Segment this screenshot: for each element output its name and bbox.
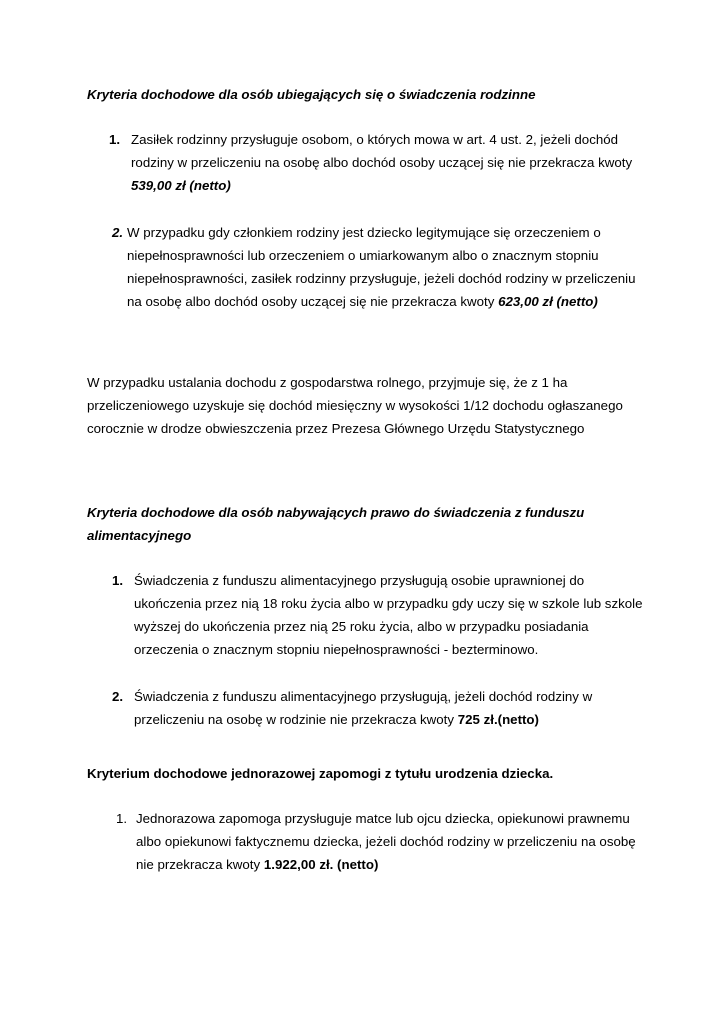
item-text: Jednorazowa zapomoga przysługuje matce lub ojcu dziecka, opiekunowi prawnemu albo opiekunowi faktycznemu dziecka, jeżeli dochód rodziny w przeliczeniu na osobę nie przekracza kwoty: [136, 811, 636, 872]
item-text: W przypadku gdy członkiem rodziny jest dziecko legitymujące się orzeczeniem o niepełnosprawności lub orzeczeniem o umiarkowanym albo o znacznym stopniu niepełnosprawności, zasiłek rodzinny przysługuje, jeżeli dochód rodziny w przeliczeniu na osobę albo dochód osoby uczącej się nie przekracza kwoty: [127, 225, 636, 309]
section-2-heading: Kryteria dochodowe dla osób nabywających prawo do świadczenia z funduszu alimentacyjnego: [87, 505, 585, 543]
list-number: 1.: [112, 573, 124, 588]
list-number: 2.: [112, 689, 124, 704]
list-item-text: [134, 685, 614, 731]
amount: 725 zł.(netto): [457, 712, 539, 727]
item-text: Świadczenia z funduszu alimentacyjnego przysługują, jeżeli dochód rodziny w przeliczeniu na osobę w rodzinie nie przekracza kwoty: [134, 689, 593, 727]
amount: 623,00 zł (netto): [498, 294, 598, 309]
section-3-heading: Kryterium dochodowe jednorazowej zapomogi z tytułu urodzenia dziecka.: [87, 766, 554, 781]
list-number: 1.: [116, 811, 128, 826]
amount: 1.922,00 zł. (netto): [263, 857, 379, 872]
list-number: 2.: [112, 225, 124, 240]
section-1-heading: Kryteria dochodowe dla osób ubiegających się o świadczenia rodzinne: [87, 87, 536, 102]
list-item-text: [136, 807, 652, 876]
list-number: 1.: [109, 132, 121, 147]
section-1-note: W przypadku ustalania dochodu z gospodarstwa rolnego, przyjmuje się, że z 1 ha przeliczeniowego uzyskuje się dochód miesięczny w wysokości 1/12 dochodu ogłaszanego corocznie w drodze obwieszczenia przez Prezesa Głównego Urzędu Statystycznego: [87, 375, 623, 436]
amount: 539,00 zł (netto): [131, 178, 231, 193]
list-item-text: [127, 221, 643, 313]
list-item-text: Świadczenia z funduszu alimentacyjnego przysługują osobie uprawnionej do ukończenia przez nią 18 roku życia albo w przypadku gdy uczy się w szkole lub szkole wyższej do ukończenia przez nią 25 roku życia, albo w przypadku posiadania orzeczenia o znacznym stopniu niepełnosprawności - bezterminowo.: [134, 573, 643, 657]
item-text: Zasiłek rodzinny przysługuje osobom, o których mowa w art. 4 ust. 2, jeżeli dochód rodziny w przeliczeniu na osobę albo dochód osoby uczącej się nie przekracza kwoty: [131, 132, 633, 170]
list-item-text: [131, 128, 641, 197]
